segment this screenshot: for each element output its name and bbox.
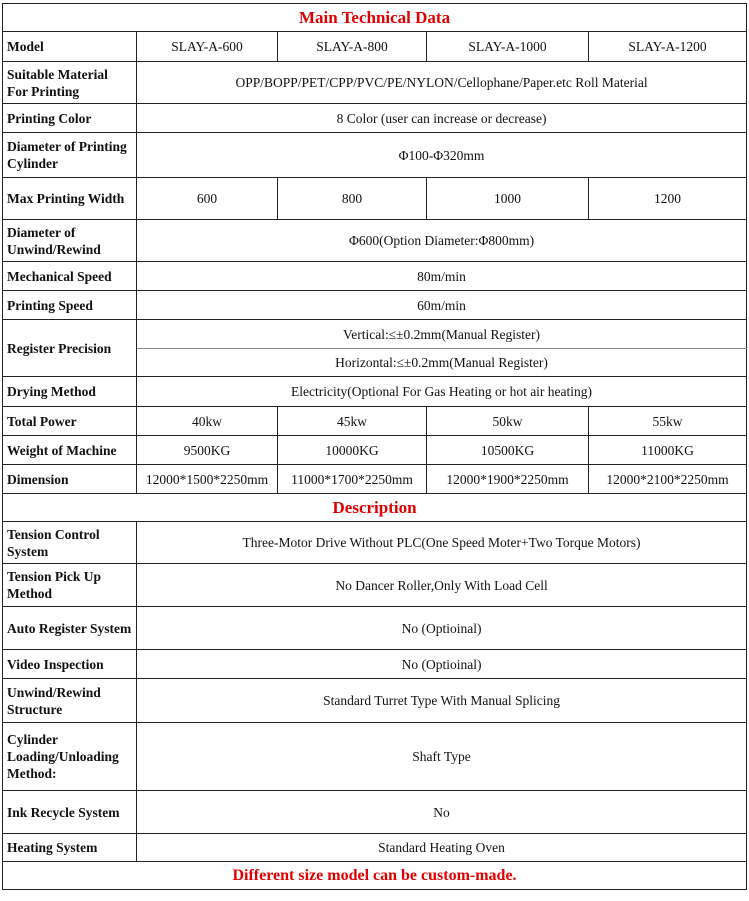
- register-label: Register Precision: [3, 320, 137, 377]
- model-label: Model: [3, 32, 137, 62]
- description-value: No Dancer Roller,Only With Load Cell: [137, 564, 747, 607]
- power-cell: 50kw: [427, 407, 589, 436]
- description-value: Shaft Type: [137, 723, 747, 791]
- description-row: [3, 650, 747, 679]
- width-row: [3, 178, 747, 220]
- description-label: Tension Pick Up Method: [3, 564, 137, 607]
- width-cell: 1200: [589, 178, 747, 220]
- model-row: [3, 32, 747, 62]
- model-cell: SLAY-A-1200: [589, 32, 747, 62]
- description-label: Auto Register System: [3, 607, 137, 650]
- drying-value: Electricity(Optional For Gas Heating or hot air heating): [137, 377, 747, 407]
- title-row: [3, 4, 747, 32]
- description-row: [3, 564, 747, 607]
- model-cell: SLAY-A-1000: [427, 32, 589, 62]
- dimension-label: Dimension: [3, 465, 137, 494]
- weight-cell: 10000KG: [278, 436, 427, 465]
- register-vertical: Vertical:≤±0.2mm(Manual Register): [137, 320, 747, 349]
- footer-note: Different size model can be custom-made.: [3, 862, 747, 890]
- model-cell: SLAY-A-600: [137, 32, 278, 62]
- table-title: Main Technical Data: [3, 4, 747, 32]
- description-value: Three-Motor Drive Without PLC(One Speed Moter+Two Torque Motors): [137, 522, 747, 564]
- description-value: No (Optioinal): [137, 607, 747, 650]
- description-value: Standard Heating Oven: [137, 834, 747, 862]
- material-value: OPP/BOPP/PET/CPP/PVC/PE/NYLON/Cellophane/Paper.etc Roll Material: [137, 62, 747, 104]
- dimension-row: [3, 465, 747, 494]
- material-label: Suitable Material For Printing: [3, 62, 137, 104]
- description-value: No (Optioinal): [137, 650, 747, 679]
- description-label: Heating System: [3, 834, 137, 862]
- print-speed-value: 60m/min: [137, 291, 747, 320]
- register-horizontal: Horizontal:≤±0.2mm(Manual Register): [137, 349, 747, 377]
- description-label: Video Inspection: [3, 650, 137, 679]
- power-cell: 45kw: [278, 407, 427, 436]
- drying-label: Drying Method: [3, 377, 137, 407]
- power-cell: 55kw: [589, 407, 747, 436]
- weight-row: [3, 436, 747, 465]
- mech-speed-row: [3, 262, 747, 291]
- power-label: Total Power: [3, 407, 137, 436]
- dimension-cell: 12000*1500*2250mm: [137, 465, 278, 494]
- weight-cell: 9500KG: [137, 436, 278, 465]
- width-label: Max Printing Width: [3, 178, 137, 220]
- drying-row: [3, 377, 747, 407]
- description-row: [3, 679, 747, 723]
- model-cell: SLAY-A-800: [278, 32, 427, 62]
- color-value: 8 Color (user can increase or decrease): [137, 104, 747, 133]
- description-row: [3, 607, 747, 650]
- description-label: Cylinder Loading/Unloading Method:: [3, 723, 137, 791]
- width-cell: 800: [278, 178, 427, 220]
- description-title-row: [3, 494, 747, 522]
- cylinder-row: [3, 133, 747, 178]
- weight-label: Weight of Machine: [3, 436, 137, 465]
- technical-data-table: [2, 3, 747, 890]
- footer-row: [3, 862, 747, 890]
- mech-speed-label: Mechanical Speed: [3, 262, 137, 291]
- dimension-cell: 11000*1700*2250mm: [278, 465, 427, 494]
- description-title: Description: [3, 494, 747, 522]
- description-row: [3, 723, 747, 791]
- weight-cell: 10500KG: [427, 436, 589, 465]
- width-cell: 600: [137, 178, 278, 220]
- dimension-cell: 12000*2100*2250mm: [589, 465, 747, 494]
- color-row: [3, 104, 747, 133]
- cylinder-value: Φ100-Φ320mm: [137, 133, 747, 178]
- unwind-value: Φ600(Option Diameter:Φ800mm): [137, 220, 747, 262]
- print-speed-label: Printing Speed: [3, 291, 137, 320]
- mech-speed-value: 80m/min: [137, 262, 747, 291]
- material-row: [3, 62, 747, 104]
- dimension-cell: 12000*1900*2250mm: [427, 465, 589, 494]
- description-label: Unwind/Rewind Structure: [3, 679, 137, 723]
- description-label: Tension Control System: [3, 522, 137, 564]
- unwind-row: [3, 220, 747, 262]
- weight-cell: 11000KG: [589, 436, 747, 465]
- description-value: Standard Turret Type With Manual Splicing: [137, 679, 747, 723]
- register-row: [3, 320, 747, 349]
- unwind-label: Diameter of Unwind/Rewind: [3, 220, 137, 262]
- description-row: [3, 522, 747, 564]
- power-cell: 40kw: [137, 407, 278, 436]
- width-cell: 1000: [427, 178, 589, 220]
- description-label: Ink Recycle System: [3, 791, 137, 834]
- print-speed-row: [3, 291, 747, 320]
- description-value: No: [137, 791, 747, 834]
- description-row: [3, 834, 747, 862]
- color-label: Printing Color: [3, 104, 137, 133]
- description-row: [3, 791, 747, 834]
- cylinder-label: Diameter of Printing Cylinder: [3, 133, 137, 178]
- power-row: [3, 407, 747, 436]
